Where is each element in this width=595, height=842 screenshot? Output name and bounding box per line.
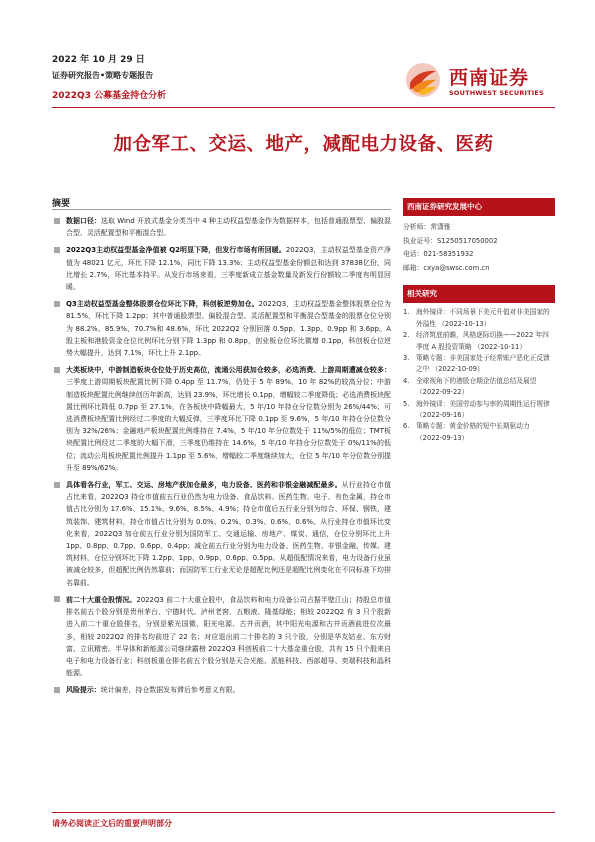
report-date: 2022 年 10 月 29 日 [52,55,145,65]
bullet-lead: 大类板块中，中游制造板块仓位处于历史高位，流通公用获加仓较多，必选消费、上游周期遭减仓较多： [66,366,391,375]
report-title: 加仓军工、交运、地产，减配电力设备、医药 [113,134,494,155]
info-key: 邮箱： [403,263,424,272]
related-research-item[interactable] [403,353,555,376]
bullet-text: 2022Q3，主动权益型基金整体股票仓位为 81.5%，环比下降 1.2pp；其中普通股票型、偏股混合型、灵活配置型和平衡混合型基金的股票仓位分别为 88.2%、85.9%、70.7%和 48.6%，环比 2022Q2 分别回落 0.5pp、1.3pp、0.9pp 和 3.6pp。A 股主板和港股资金仓位比例环比分别下降 1.3pp 和 0.8pp，创业板仓位环比微增 0.1pp，科创板仓位逆势大幅提升，达到 7.1%，环比上升 2.1pp。 [66,300,391,358]
item-number: 4. [403,376,410,385]
bullet-lead: Q3主动权益型基金整体股票仓位环比下降，科创板逆势加仓。 [66,300,259,309]
phone-row [403,248,555,262]
sidebar [403,198,555,444]
item-number: 2. [403,331,410,340]
item-text: 海外镜译：不同场景下美元升值对非美国家的外溢性 （2022-10-13） [416,308,550,328]
item-text: 策略专题：非美国家处于经常账户恶化正反馈之中 （2022-10-09） [416,354,550,374]
report-type: 证券研究报告•策略专题报告 [52,71,154,80]
info-value: 021-58351932 [423,250,474,259]
related-research-item[interactable] [403,330,555,353]
email-row [403,262,555,276]
header-divider [52,107,555,108]
related-research-item[interactable] [403,376,555,399]
related-research-heading: 相关研究 [403,285,555,303]
bullet-text: 统计偏差，持仓数据发布滞后参考意义有限。 [100,686,240,695]
abstract-bullet [52,479,391,589]
company-logo [405,60,555,104]
related-research-item[interactable] [403,307,555,330]
footer-divider [52,812,555,813]
disclaimer-note: 请务必阅读正文后的重要声明部分 [52,819,172,828]
bullet-lead: 数据口径： [66,217,102,225]
info-value: 常潇雅 [430,223,451,231]
info-key: 分析师： [403,223,431,231]
abstract-bullet [52,215,391,239]
bullet-lead: 前二十大重仓股情况。 [66,595,137,604]
abstract-bullet [52,298,391,359]
abstract-divider [52,209,391,210]
bullet-text: 选取 Wind 开放式基金分类当中 4 种主动权益型基金作为数据样本，包括普通股票型、偏股混合型、灵活配置型和平衡混合型。 [66,217,391,238]
related-research-item[interactable] [403,421,555,444]
abstract-bullet [52,364,391,474]
bullet-lead: 2022Q3主动权益型基金净值被 Q2明显下降，但发行市场有所回暖。 [66,246,286,255]
item-text: 海外镜译：美国劳动参与率的周期性运行规律 （2022-09-16） [416,399,550,420]
abstract-heading: 摘要 [52,199,71,209]
item-number: 6. [403,422,410,431]
abstract-bullet [52,244,391,293]
bullet-lead: 风险提示： [66,686,101,695]
logo-name-cn: 西南证券 [449,67,530,89]
bullet-lead: 具体看各行业，军工、交运、房地产获加仓最多，电力设备、医药和非银金融减配最多。 [66,481,342,490]
abstract-bullet [52,594,391,679]
email-link[interactable]: cxya@swsc.com.cn [423,263,490,272]
bullet-text: 2022Q3，主动权益型基金资产净值为 48021 亿元，环比下降 12.1%，同比下降 13.3%；主动权益型基金份额总和达到 37838亿份，同比增长 2.7%，环比基本持平。从发行市场来看，三季度新成立基金数量及新发行份额较二季度有明显回暖。 [66,246,391,292]
info-key: 执业证号： [403,236,437,245]
analyst-name-row [403,221,555,235]
logo-mark-icon [405,62,441,98]
logo-name-en: SOUTHWEST SECURITIES [449,89,544,97]
report-subtitle: 2022Q3 公募基金持仓分析 [52,91,167,101]
item-number: 3. [403,354,410,362]
bullet-text: 三季度上游周期板块配置比例下降 0.4pp 至 11.7%，仍处于 5 年 89%、10 年 82%的较高分位；中游制造板块配置比例继续创历年新高，达到 23.9%，环比增长 0.1pp，增幅较二季度降低；必选消费板块配置比例环比降低 0.7pp 至 27.1%，在各板块中降幅最大，5 年/10 年持仓分位数分别为 26%/44%；可选消费板块配置比例经过二季度的大幅反弹，三季度环比下降 0.1pp 至 9.6%，5 年/10 年持仓分位数分别为 32%/26%；金融地产板块配置比例维持在 7.4%，5 年/10 年分位数处于 11%/5%的低位；TMT板块配置比例经过二季度的大幅下滑，三季度仍维持在 14.6%，5 年/10 年持仓分位数处于 0%/11%的低位；流动公用板块配置比例提升 1.1pp 至 5.6%，增幅较二季度继续加大，仓位 5 年/10 年分位数分别提升至 89%/62%。 [66,378,391,472]
info-key: 电话： [403,250,424,259]
item-text: 经济筑底前瞻，风格逐际切换——2022 年四季度 A 股投资策略 （2022-10-11） [416,331,549,351]
abstract-bullet [52,684,391,696]
research-center-heading: 西南证券研究发展中心 [403,198,555,216]
item-text: 全球视角下的港股仓期企估值总结及展望 （2022-09-22） [416,376,537,397]
item-text: 策略专题：黄金价格的短中长期驱动力 （2022-09-13） [416,422,530,442]
item-number: 5. [403,399,410,408]
analyst-info [403,216,555,275]
bullet-text: 2022Q3 前二十大重仓股中，食品饮料和电力设备公司占据半壁江山；持股总市值排名前五个股分别是贵州茅台、宁德时代、泸州老窖、五粮液、隆基绿能；相较 2022Q2 有 3 只个股新进入前二十重仓股排名，分别是紫光国微、阳光电源、古井贡酒，其中阳光电源和古井贡酒前进位次最多，相较 2022Q2 的排名均前进了 22 名；对应退出前二十排名的 3 只个股，分别是华友钴业、东方财富、立讯精密。半导体和新能源公司继续霸榜 2022Q3 科创板前二十大基金重仓股，共有 15 只个股来自电子和电力设备行业；科创板重仓排名前五个股分别是天合光能、派能科技、西部超导、奕瑞科技和晶科能源。 [66,595,391,678]
related-research-item[interactable] [403,399,555,422]
abstract-bullets [52,215,391,697]
bullet-text: 从行业持仓市值占比来看，2022Q3 持仓市值前五行业仍然为电力设备、食品饮料、医药生物、电子、有色金属，持仓市值占比分别为 17.6%、15.1%、9.6%、8.5%、4.9%；持仓市值后五行业分别为综合、环保、钢铁、建筑装饰、建筑材料，持仓市值占比分别为 0.0%、0.2%、0.3%、0.6%、0.6%。从行业持仓市值环比变化来看，2022Q3 加仓前五行业分别为国防军工、交通运输、房地产、煤炭、通信，仓位分别环比上升 1pp、0.8pp、0.7pp、0.6pp、0.4pp；减仓前五行业分别为电力设备、医药生物、非银金融、传媒、建筑材料，仓位分别环比下降 1.2pp、1pp、0.9pp、0.6pp、0.5pp。从超低配情况来看，电力设备行业虽被减仓较多，但超配比例仍然靠前；而国防军工行业无论是超配比例还是超配比例变化在不同标准下均排名靠前。 [66,481,392,587]
info-value: S1250517050002 [436,236,498,245]
license-row [403,235,555,249]
related-research-list [403,307,555,444]
item-number: 1. [403,308,410,317]
